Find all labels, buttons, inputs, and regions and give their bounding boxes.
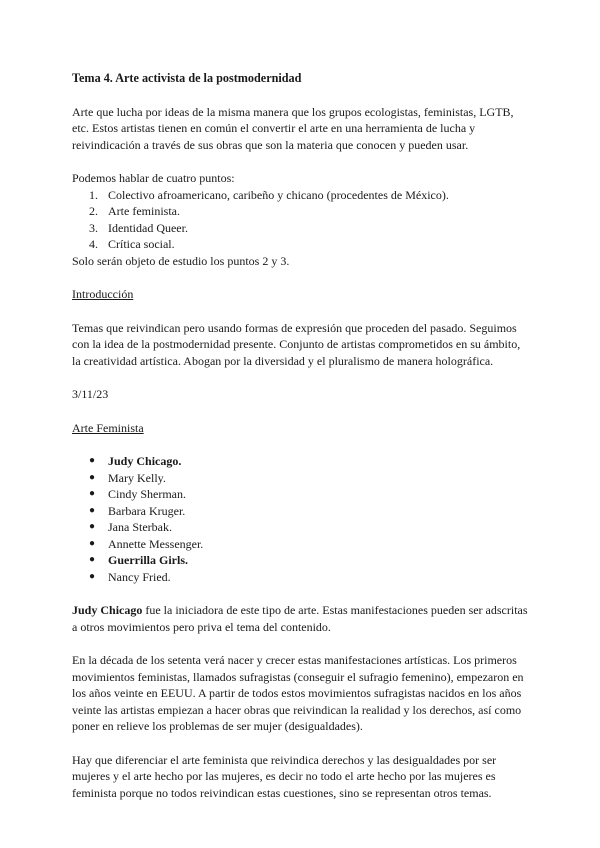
intro-paragraph: Arte que lucha por ideas de la misma manera que los grupos ecologistas, feministas, LGTB, etc. Estos artistas tienen en común el convertir el arte en una herramienta de lucha y reivindicación a través de sus obras que son la materia que conocen y pueden usar. xyxy=(72,104,514,152)
list-item: 3. Identidad Queer. xyxy=(89,220,188,235)
points-note: Solo serán objeto de estudio los puntos 2 y 3. xyxy=(72,253,290,268)
bullet-icon: ● xyxy=(89,554,96,565)
points-lead: Podemos hablar de cuatro puntos: xyxy=(72,171,235,185)
list-item: 2. Arte feminista. xyxy=(89,204,180,218)
list-item: ● Annette Messenger. xyxy=(89,536,204,551)
list-item: 4. Crítica social. xyxy=(89,237,175,251)
list-item: ● Cindy Sherman. xyxy=(89,487,186,501)
bullet-icon: ● xyxy=(89,504,96,516)
bullet-icon: ● xyxy=(89,521,96,532)
artists-list xyxy=(72,453,530,585)
list-item: ● Jana Sterbak. xyxy=(89,520,172,534)
list-item: ● Guerrilla Girls. xyxy=(89,553,188,567)
list-item: 1. Colectivo afroamericano, caribeño y chicano (procedentes de México). xyxy=(89,187,449,202)
date-label: 3/11/23 xyxy=(72,387,109,401)
bullet-icon: ● xyxy=(89,537,96,549)
document-title: Tema 4. Arte activista de la postmodernidad xyxy=(72,71,302,85)
introduccion-paragraph: Temas que reivindican pero usando formas de expresión que proceden del pasado. Seguimos con la idea de la postmodernidad presente. Conjunto de artistas comprometidos en su ámbito, la creatividad artística. Abogan por la diversidad y el pluralismo de manera holográfica. xyxy=(72,320,521,368)
points-list xyxy=(72,187,530,253)
difference-paragraph: Hay que diferenciar el arte feminista que reivindica derechos y las desigualdades por ser mujeres y el arte hecho por las mujeres, es decir no todo el arte hecho por las mujeres es feminista porque no todos reivindican estas cuestiones, sino se representan otros temas. xyxy=(72,752,497,800)
list-item: ● Judy Chicago. xyxy=(89,454,182,468)
list-item: ● Mary Kelly. xyxy=(89,470,166,485)
seventies-paragraph: En la década de los setenta verá nacer y crecer estas manifestaciones artísticas. Los primeros movimientos feministas, llamados sufragistas (conseguir el sufragio femenino), empezaron en los años veinte en EEUU. A partir de todos estos movimientos sufragistas nacidos en los años veinte las artistas empiezan a hacer obras que reivindican la realidad y los derechos, así como poner en relieve los problemas de ser mujer (desigualdades). xyxy=(72,653,524,733)
bullet-icon: ● xyxy=(89,471,96,483)
bullet-icon: ● xyxy=(89,570,96,582)
chicago-paragraph: Judy Chicago fue la iniciadora de este tipo de arte. Estas manifestaciones pueden ser adscritas a otros movimientos pero priva el tema del contenido. xyxy=(72,603,528,634)
list-item: ● Barbara Kruger. xyxy=(89,503,186,518)
bullet-icon: ● xyxy=(89,488,96,499)
section-heading-arte-feminista: Arte Feminista xyxy=(72,420,144,435)
list-item: ● Nancy Fried. xyxy=(89,569,171,584)
section-heading-introduccion: Introducción xyxy=(72,287,134,301)
bullet-icon: ● xyxy=(89,455,96,466)
